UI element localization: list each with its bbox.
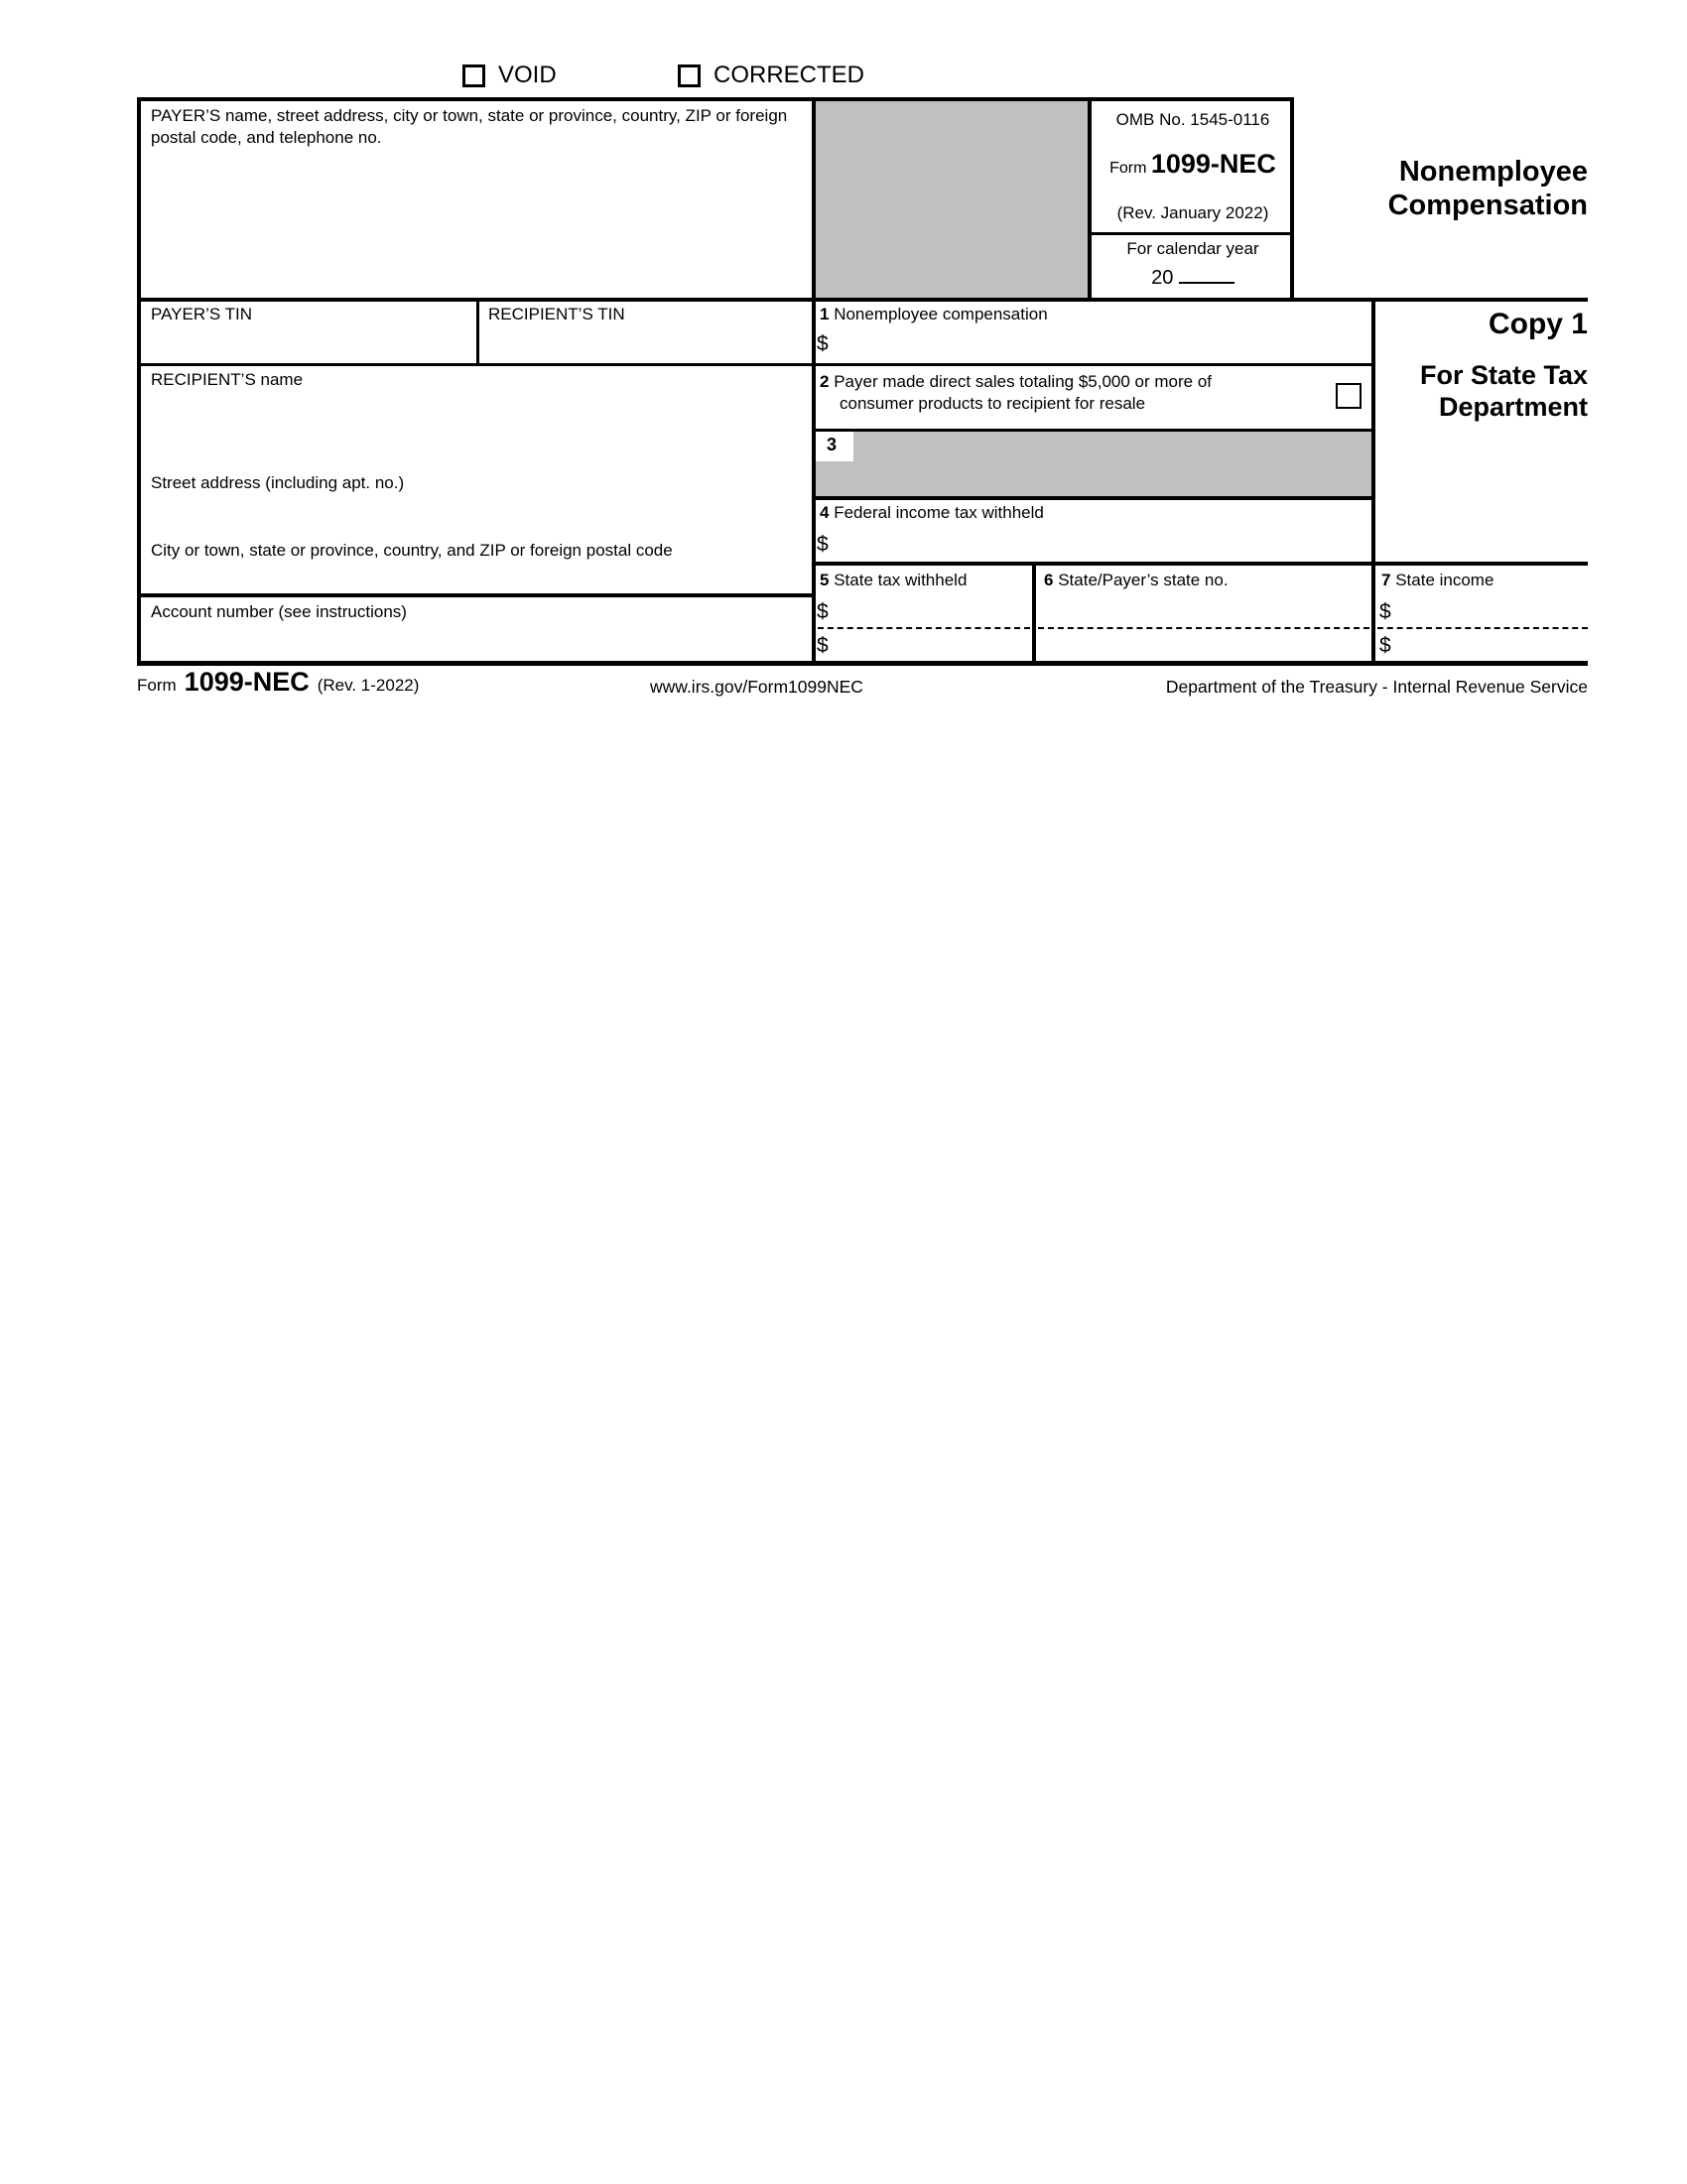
dashed-entry-line: [1377, 627, 1588, 629]
recipient-tin-field[interactable]: [482, 327, 808, 359]
box6-number: 6: [1044, 571, 1054, 589]
payer-tin-label: PAYER’S TIN: [151, 305, 253, 323]
box4-dollar-sign: $: [817, 533, 829, 556]
divider: [1088, 97, 1092, 302]
copy-for-label: For State Tax Department: [1419, 360, 1588, 423]
box3-number: 3: [827, 435, 838, 454]
divider: [1032, 562, 1036, 661]
divider: [137, 661, 1588, 666]
account-number-field[interactable]: [143, 625, 808, 657]
box4-label-line: [820, 502, 1044, 524]
city-state-zip-field[interactable]: [143, 564, 808, 589]
box3-number-tab: [816, 432, 853, 461]
box6-state-no-bottom-field[interactable]: [1040, 631, 1367, 657]
recipient-name-label: RECIPIENT’S name: [151, 370, 304, 389]
payer-info-field[interactable]: [143, 149, 808, 293]
shaded-header-box: [816, 101, 1088, 298]
footer-url[interactable]: www.irs.gov/Form1099NEC: [650, 677, 863, 697]
box7-dollar-top: $: [1379, 600, 1391, 623]
copy-label: Copy 1: [1488, 308, 1588, 340]
divider: [812, 562, 1588, 566]
box5-amount-top-field[interactable]: [842, 597, 1028, 625]
omb-number: OMB No. 1545-0116: [1115, 110, 1270, 129]
corrected-label: CORRECTED: [714, 62, 865, 88]
form-number-block: [1096, 149, 1290, 180]
box7-label-line: [1381, 570, 1493, 591]
box3-shaded-area: [816, 432, 1371, 496]
recipient-name-field[interactable]: [143, 395, 808, 466]
box5-amount-bottom-field[interactable]: [842, 631, 1028, 657]
box7-label: State income: [1395, 571, 1494, 589]
corrected-checkbox[interactable]: [678, 64, 701, 87]
box2-number: 2: [820, 372, 830, 391]
divider: [137, 363, 1375, 366]
box1-amount-field[interactable]: [842, 331, 1365, 359]
box5-dollar-top: $: [817, 600, 829, 623]
footer-form-id: [137, 667, 419, 698]
calendar-year-field[interactable]: [1179, 262, 1234, 284]
box1-number: 1: [820, 305, 830, 323]
footer-department: Department of the Treasury - Internal Revenue Service: [1165, 677, 1588, 697]
void-checkbox-group: [462, 62, 557, 89]
box7-number: 7: [1381, 571, 1391, 589]
divider: [1092, 232, 1290, 235]
box6-label: State/Payer’s state no.: [1058, 571, 1229, 589]
box2-label-line: [820, 371, 1316, 415]
divider: [137, 593, 816, 597]
divider: [812, 429, 1375, 432]
corrected-checkbox-group: [678, 62, 864, 89]
box7-amount-top-field[interactable]: [1403, 597, 1586, 625]
box6-state-no-top-field[interactable]: [1040, 595, 1367, 625]
divider: [1371, 298, 1375, 661]
box6-label-line: [1044, 570, 1229, 591]
calendar-year-label: For calendar year: [1126, 239, 1259, 258]
box7-dollar-bottom: $: [1379, 634, 1391, 657]
void-label: VOID: [498, 62, 557, 88]
divider: [137, 97, 1294, 101]
box1-label-line: [820, 304, 1048, 325]
street-address-label: Street address (including apt. no.): [151, 473, 405, 492]
box4-number: 4: [820, 503, 830, 522]
street-address-field[interactable]: [143, 496, 808, 534]
revision-label: (Rev. January 2022): [1116, 203, 1269, 222]
divider: [137, 97, 141, 665]
account-number-label: Account number (see instructions): [151, 602, 407, 621]
footer-form-number: 1099-NEC: [184, 667, 310, 697]
footer-form-word: Form: [137, 676, 177, 695]
box4-amount-field[interactable]: [842, 532, 1365, 558]
city-state-zip-label: City or town, state or province, country, and ZIP or foreign postal code: [151, 541, 673, 560]
divider: [812, 97, 816, 665]
box4-label: Federal income tax withheld: [834, 503, 1044, 522]
box2-checkbox[interactable]: [1336, 383, 1362, 409]
divider: [476, 298, 479, 363]
dashed-entry-line: [818, 627, 1030, 629]
form-word: Form: [1109, 160, 1147, 177]
calendar-year-line: [1096, 262, 1290, 290]
box1-label: Nonemployee compensation: [834, 305, 1048, 323]
box5-dollar-bottom: $: [817, 634, 829, 657]
divider: [137, 298, 1588, 302]
footer-revision: (Rev. 1-2022): [317, 676, 420, 695]
box1-dollar-sign: $: [817, 332, 829, 355]
form-title: Nonemployee Compensation: [1387, 156, 1588, 222]
box5-number: 5: [820, 571, 830, 589]
box5-label-line: [820, 570, 967, 591]
box7-amount-bottom-field[interactable]: [1403, 631, 1586, 657]
box5-label: State tax withheld: [834, 571, 968, 589]
payer-tin-field[interactable]: [143, 327, 472, 359]
divider: [812, 496, 1375, 500]
box2-label-l2: consumer products to recipient for resale: [840, 394, 1146, 414]
calendar-year-prefix: 20: [1151, 267, 1174, 289]
form-number: 1099-NEC: [1150, 149, 1276, 179]
box2-label-l1: Payer made direct sales totaling $5,000 or more of: [834, 372, 1213, 391]
recipient-tin-label: RECIPIENT’S TIN: [488, 305, 625, 323]
payer-info-label: PAYER’S name, street address, city or town, state or province, country, ZIP or foreign postal code, and telephone no.: [151, 106, 788, 148]
dashed-entry-line: [1038, 627, 1369, 629]
void-checkbox[interactable]: [462, 64, 485, 87]
